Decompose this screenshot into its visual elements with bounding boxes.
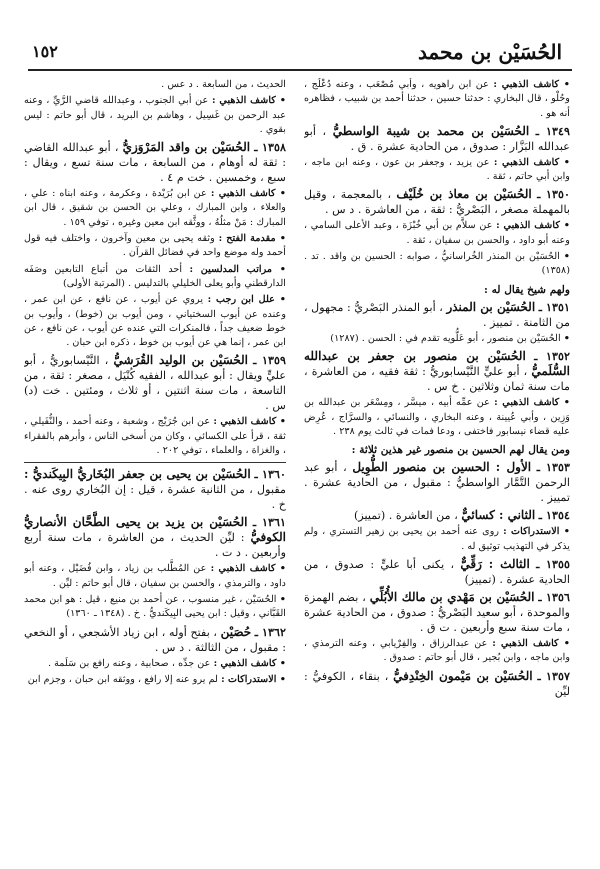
entry-number: ١٣٦٢ ـ [254, 624, 286, 639]
biography-entry [304, 300, 570, 330]
entry-text: ، بضم الهمزة والموحدة ، أبو سعيد البَصْريُّ : صدوق ، من الحادية عشرة ، مات سنة سبع وأربعين . ت ق . [304, 591, 570, 635]
biography-entry [304, 124, 570, 154]
running-title: الحُسَيْن بن محمد [417, 40, 562, 64]
note-source: • كاشف الذهبي : [211, 95, 286, 107]
entry-text: ، أبو عبدالله البَزَّار : صدوق ، من الحادية عشرة . ق . [304, 124, 570, 153]
note-text: عن ابن راهويه ، وأبي مُصْعَب ، وعنه دُعْلُج ، وحُلْو ، قال البخاري : حدثنا حسين ، حدثنا أحمد بن شبيب ، فظاهره أنه هو . [304, 79, 570, 119]
note-source: • كاشف الذهبي : [210, 563, 286, 575]
note-text: عن يزيد ، وجعفر بن عون ، وعنه ابن ماجه ، وابن أبي حاتم ، ثقة . [304, 156, 570, 183]
note-source: • علل ابن رجب : [207, 294, 286, 306]
note-text: يروي عن أيوب ، عن نافع ، عن ابن عمر ، وعنده عن أيوب السختياني ، ومن أيوب بن (خوط) ، وأيوب بن خوط ضعيف جداً ، فالمنكرات التي عنده عن أيوب ، عن نافع ، عن ابن عمر ، إنما هي عن أيوب بن خوط ، ذكره ابن حبان . [24, 294, 286, 349]
annotation-note [24, 562, 286, 591]
note-source: • كاشف الذهبي : [213, 657, 286, 669]
biography-entry [304, 557, 570, 587]
entry-number: ١٣٥٨ ـ [254, 140, 286, 155]
entry-number: ١٣٥١ ـ [538, 299, 570, 314]
note-source: • كاشف الذهبي : [494, 397, 570, 409]
entry-name: الحُسَيْن بن منصور بن جعفر بن عبدالله السُّلَميُّ [304, 349, 570, 379]
annotation-note [304, 250, 570, 279]
heading-text: ومن يقال لهم الحسين بن منصور غير هذين ثلاثة : [351, 444, 570, 457]
entry-number: ١٣٥٥ ـ [536, 557, 570, 572]
biography-entry [304, 669, 570, 699]
entry-number: ١٣٥٩ ـ [253, 353, 286, 368]
entry-name: الثاني : كسائيٌّ [461, 508, 536, 523]
entry-name: الحُسَيْن بن يزيد بن يحيى الطَّحَّان الأنصاريُّ الكوفيُّ [24, 515, 286, 545]
note-text: لم يرو عنه إلا رافع ، ووثقه ابن حبان ، وجزم ابن [27, 673, 218, 685]
entry-name: الأول : الحسين بن منصور الطُّوِيل [352, 460, 532, 475]
entry-name: الحُسَيْن بن الوليد القُرَشيُّ [113, 353, 249, 368]
entry-text: ، أبو عبد الرحمن التَّمَّار الواسطيُّ : مقبول ، من الحادية عشرة . تمييز . [304, 461, 570, 505]
note-text: عن سلاَّم بن أبي خُبْزَة ، وعبد الأعلى السامي ، وعنه أبو داود ، والحسن بن سفيان ، ثقة . [304, 220, 570, 246]
annotation-note [304, 525, 570, 554]
biography-entry [304, 460, 570, 505]
annotation-note [24, 293, 286, 350]
left-column [24, 78, 286, 855]
entry-text: ، بفتح أوله ، ابن زياد الأشجعي ، أو النخعي : مقبول ، من الثالثة . د س . [24, 625, 286, 654]
biography-entry [24, 625, 286, 655]
annotation-note [304, 396, 570, 439]
entry-name: الحُسَيْن بن محمد بن شيبة الواسطيُّ [332, 123, 530, 138]
entry-text: ، أبو المنذر البَصْريُّ : مجهول ، من الثامنة . تمييز . [304, 300, 570, 329]
entry-number: ١٣٥٦ ـ [538, 590, 570, 605]
entry-name: الحُسَيْن بن مَهْدي بن مالك الأُبُلِّي [369, 590, 535, 605]
biography-entry [24, 353, 286, 413]
note-source: • كاشف الذهبي : [492, 638, 570, 650]
note-source: • الاستدراكات : [503, 526, 570, 538]
note-text: عن عمِّه أبيه ، ميسَّر ، ومِسْعَر بن عبدالله بن وَزِين ، وأبي عُيينة ، وعنه البخاري ، والنسائي ، والسرَّاج ، عُرِض عليه قضاء نيسابور فاختفى ، ودعا فمات في ثالث يوم ٢٣٨ . [304, 397, 570, 437]
note-text: عن ابن جُرَيْج ، وشعبة ، وعنه أحمد ، والنُّفَيلي ، ثقة ، قرأ على الكسائي ، وكان من أسخى الناس ، وأبرهم بالفقراء ، والغزاة ، والعلماء ، توفي ٢٠٢ . [24, 416, 286, 457]
note-text: وثقه يحيى بن معين وآخرون ، واختلف فيه قول أحمد وله موضع واحد في فضائل القرآن . [24, 233, 286, 259]
entry-name: الثالث : رَقِّيٌّ [460, 557, 530, 572]
note-text: الحُسَيْن بن منصور ، أبو عَلُّويه تقدم في : الحسن . (١٢٨٧) [330, 332, 561, 344]
note-source: • الاستدراكات : [221, 673, 286, 685]
entry-number: ١٣٦١ ـ [252, 515, 286, 530]
biography-entry [24, 515, 286, 560]
annotation-note [304, 637, 570, 666]
note-text: روى عنه أحمد بن يحيى بن زهير التستري ، ولم يذكر في التهذيب توثيق له . [304, 526, 570, 552]
note-text: أحد الثقات من أتباع التابعين وصَفَه الدارقطني وأبو يعلى الخليلي بالتدليس . (المرتبة الأولى) [24, 263, 286, 289]
biography-entry [24, 467, 286, 512]
entry-text: ، بالمعجمة ، وقيل بالمهملة مصغر ، البَصْريُّ : ثقة ، من العاشرة . د س . [304, 188, 570, 217]
entry-name: الحُسَيْن بن المنذر [446, 299, 536, 314]
note-text: الحُسَيْن ، غير منسوب ، عن أحمد بن منيع ، قيل : هو ابن محمد القَبَّاني ، وقيل : ابن يحيى البِيكَنديُّ . خ . (١٣٤٨ ـ ١٣٦٠) [24, 593, 286, 620]
annotation-note [24, 415, 286, 458]
note-text: عن المُطَّلب بن زياد ، وابن فُضَيْل ، وعنه أبو داود ، والترمذي ، والحسن بن سفيان ، قال أبو حاتم : ليِّن . [24, 563, 286, 589]
annotation-note [24, 593, 286, 622]
plain-text: الحديث ، من السابعة . د عس . [161, 79, 286, 90]
section-heading [304, 443, 570, 457]
entry-number: ١٣٤٩ ـ [535, 123, 570, 138]
page-number: ١٥٢ [32, 42, 58, 61]
entry-name: حُصَيْن [220, 624, 252, 639]
note-source: • مراتب المدلسين : [189, 263, 286, 275]
note-text: عن عبدالرزاق ، والفِرْيابي ، وعنه الترمذي ، وابن ماجه ، وابن بُجير ، قال أبو حاتم : صدوق . [304, 638, 570, 664]
header-rule [28, 69, 572, 71]
annotation-note [24, 232, 286, 261]
annotation-note [304, 78, 570, 121]
note-source: • [563, 251, 570, 263]
note-source: • كاشف الذهبي : [493, 156, 570, 168]
continuation-text [24, 78, 286, 92]
biography-entry [304, 349, 570, 394]
entry-text: ، أبو عليٍّ النَّيْسابوريُّ : ثقة فقيه ، من العاشرة ، مات سنة ثمان وثلاثين . خ س . [304, 365, 570, 394]
note-text: الحُسَيْن بن المنذر الخُراسانيُّ ، صوابه : الحسين بن واقد . تد . (١٣٥٨) [304, 251, 570, 277]
entry-text: مقبول ، من الثانية عشرة ، قيل : إن البُخاري روى عنه . خ . [24, 483, 286, 512]
section-heading [304, 283, 570, 297]
entry-number: ١٣٥٤ ـ [538, 508, 570, 523]
note-source: • كاشف الذهبي : [213, 416, 286, 428]
note-text: عن أبي الجنوب ، وعبدالله قاضي الرَّيِّ ، وعنه عبد الرحمن بن غَسِيل ، وهاشم بن البريد ، قال أبو حاتم : ليس بقوي . [24, 95, 286, 135]
page-header [28, 40, 572, 66]
annotation-note [24, 657, 286, 671]
annotation-note [24, 94, 286, 137]
entry-name: الحُسَيْن بن معاذ بن خُلَيْف [396, 187, 532, 202]
right-column [304, 78, 570, 855]
entry-name: الحُسَيْن بن يحيى بن جعفر البُخَاريُّ البِيكَنديُّ : [24, 467, 251, 482]
entry-number: ١٣٦٠ ـ [254, 467, 286, 482]
annotation-note [24, 263, 286, 292]
entry-text: : ليِّن الحديث ، من العاشرة ، مات سنة أربع وأربعين . د ت . [24, 531, 286, 560]
entry-number: ١٣٥٢ ـ [534, 349, 570, 364]
biography-entry [24, 140, 286, 185]
biography-entry [304, 590, 570, 635]
note-text: عن ابن بُرَيْدة ، وعكرمة ، وعنه ابناه : علي ، والعلاء ، وابن المبارك ، وعلي بن الحسن بن شقيق ، قال ابن المبارك : مَنْ مثلُهُ ، ووثَّقه ابن معين وغيره ، توفي ١٥٩ . [24, 188, 286, 228]
heading-text: ولهم شيخ يقال له : [484, 283, 570, 296]
entry-text: ، أبو عبدالله القاضي : ثقة له أوهام ، من السابعة ، مات سنة تسع ، ويقال : سبع ، وخمسين . خت م ٤ . [24, 141, 286, 185]
note-source: • [563, 332, 570, 344]
biography-entry [304, 187, 570, 217]
annotation-note [304, 156, 570, 185]
note-source: • كاشف الذهبي : [496, 220, 570, 232]
entry-text: ، النَّيْسابوريُّ ، أبو عليٍّ ويقال : أبو عبدالله ، الفقيه كُنْيَل ، مصغر : ثقة ، من التاسعة ، مات سنة اثنتين ، أو ثلاث ، ومئتين . خت (د) س . [24, 354, 286, 413]
note-source: • كاشف الذهبي : [210, 188, 286, 200]
entry-number: ١٣٥٧ ـ [537, 668, 570, 683]
entry-number: ١٣٥٠ ـ [537, 187, 570, 202]
entry-number: ١٣٥٣ ـ [536, 460, 570, 475]
biography-entry [304, 508, 570, 523]
section-divider [24, 462, 286, 463]
entry-text: ، من العاشرة . (تمييز) [353, 509, 458, 523]
annotation-note [304, 332, 570, 346]
entry-text: ، يكنى أبا عليٍّ : صدوق ، من الحادية عشرة . (تمييز) [304, 558, 570, 587]
note-source: • [279, 593, 286, 605]
annotation-note [304, 219, 570, 248]
annotation-note [24, 673, 286, 687]
note-text: عن جدِّه ، صحابية ، وعنه رافع بن سَلَمة . [47, 657, 211, 669]
note-source: • مقدمة الفتح : [218, 233, 286, 245]
entry-name: الحُسَيْن بن واقد المَرْوَزيُّ [122, 140, 251, 155]
note-source: • كاشف الذهبي : [493, 79, 570, 90]
annotation-note [24, 187, 286, 230]
entry-text: ، بنقاء ، الكوفيُّ : ليِّن [304, 669, 570, 698]
entry-name: الحُسَيْن بن مَيْمون الخِنْدِفيُّ [393, 668, 533, 683]
